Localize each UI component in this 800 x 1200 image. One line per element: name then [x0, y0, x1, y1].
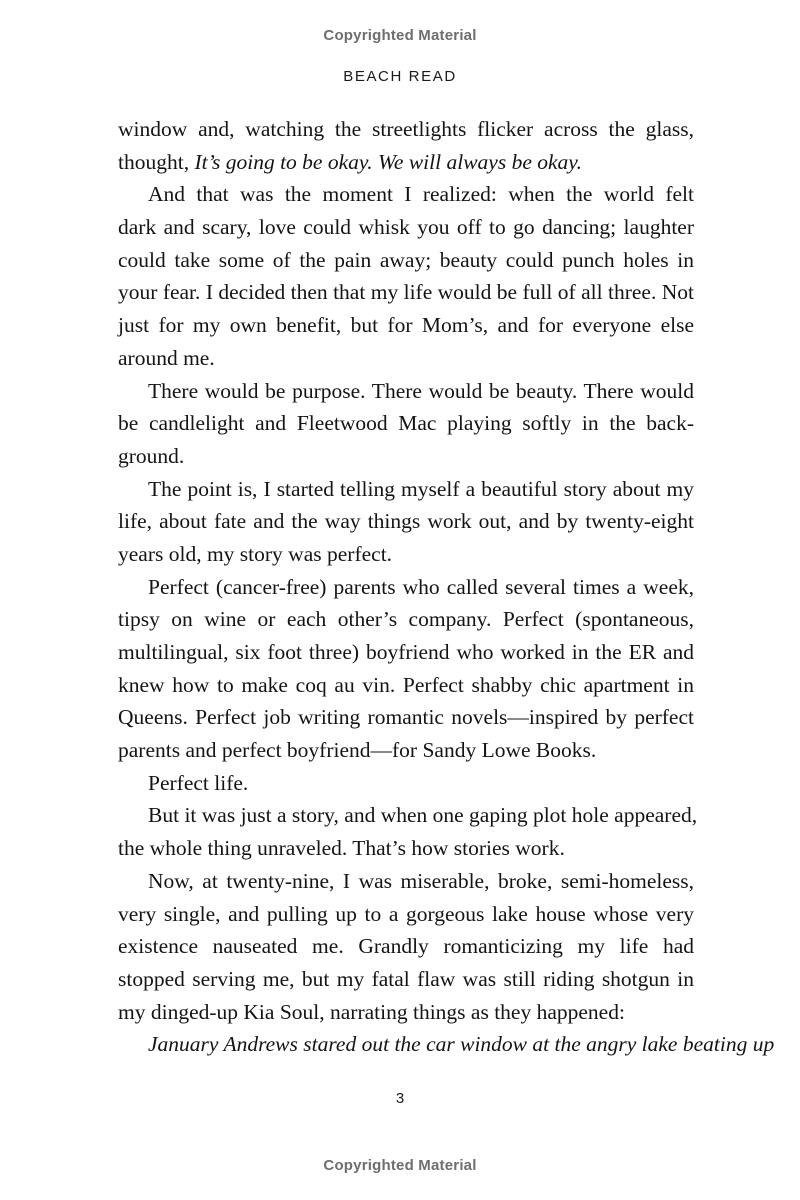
text-line: [118, 473, 694, 506]
line-text: years old, my story was perfect.: [118, 541, 393, 566]
line-text: existence nauseated me. Grandly romanticizing my life had: [118, 934, 694, 959]
text-line: [118, 669, 694, 702]
text-line: [118, 1028, 775, 1061]
text-line: [118, 505, 694, 538]
text-line: [118, 963, 694, 996]
text-line: [118, 734, 694, 767]
line-text: But it was just a story, and when one gaping plot hole appeared,: [148, 803, 698, 828]
copyright-watermark-top: Copyrighted Material: [323, 27, 477, 44]
line-text: around me.: [118, 345, 215, 370]
text-line: [118, 309, 694, 342]
line-text: very single, and pulling up to a gorgeous lake house whose very: [118, 901, 694, 926]
line-text: multilingual, six foot three) boyfriend who worked in the ER and: [118, 640, 694, 664]
copyright-watermark-bottom: Copyrighted Material: [323, 1157, 477, 1174]
text-line: [118, 178, 694, 211]
text-line: [118, 407, 694, 440]
line-text: parents and perfect boyfriend—for Sandy Lowe Books.: [118, 738, 597, 763]
line-text: be candlelight and Fleetwood Mac playing softly in the back-: [118, 411, 694, 436]
line-text: window and, watching the streetlights flicker across the glass,: [118, 117, 694, 141]
text-line: [118, 375, 694, 408]
text-line: [118, 603, 694, 636]
text-line: [118, 799, 698, 832]
text-line: [118, 571, 694, 604]
text-line: [118, 211, 694, 244]
line-text: The point is, I started telling myself a beautiful story about my: [148, 476, 694, 501]
line-text: the whole thing unraveled. That’s how stories work.: [118, 836, 565, 861]
line-text: And that was the moment I realized: when the world felt: [148, 182, 694, 207]
line-text: Perfect (cancer-free) parents who called several times a week,: [148, 574, 694, 599]
line-text: thought,: [118, 149, 195, 174]
text-line: [118, 244, 694, 277]
line-text: just for my own benefit, but for Mom’s, and for everyone else: [118, 313, 694, 338]
text-line: [118, 342, 694, 375]
line-text: Now, at twenty-nine, I was miserable, broke, semi-homeless,: [148, 868, 694, 893]
text-line: [118, 636, 694, 669]
italic-text: It’s going to be okay. We will always be okay.: [194, 149, 583, 174]
line-text: Queens. Perfect job writing romantic novels—inspired by perfect: [118, 705, 694, 730]
italic-text: January Andrews stared out the car window at the angry lake beating up: [148, 1032, 775, 1057]
text-line: [118, 538, 694, 571]
text-line: [118, 930, 694, 963]
line-text: my dinged-up Kia Soul, narrating things as they happened:: [118, 999, 625, 1024]
text-line: [118, 898, 694, 931]
text-line: [118, 113, 694, 146]
line-text: There would be purpose. There would be beauty. There would: [148, 378, 694, 403]
text-line: [118, 276, 694, 309]
line-text: your fear. I decided then that my life would be full of all three. Not: [118, 280, 694, 305]
line-text: Perfect life.: [148, 770, 249, 795]
text-line: [118, 832, 694, 865]
text-line: [118, 440, 694, 473]
body-text: [118, 113, 775, 1061]
text-line: [118, 767, 694, 800]
running-head: BEACH READ: [343, 68, 457, 85]
line-text: stopped serving me, but my fatal flaw was still riding shotgun in: [118, 966, 694, 991]
line-text: tipsy on wine or each other’s company. Perfect (spontaneous,: [118, 607, 694, 632]
text-line: [118, 996, 694, 1029]
line-text: life, about fate and the way things work out, and by twenty-eight: [118, 509, 694, 534]
line-text: could take some of the pain away; beauty could punch holes in: [118, 247, 694, 272]
line-text: ground.: [118, 443, 185, 468]
line-text: dark and scary, love could whisk you off to go dancing; laughter: [118, 215, 694, 240]
text-line: [118, 146, 694, 179]
page-number: 3: [395, 1090, 405, 1107]
text-line: [118, 865, 694, 898]
line-text: knew how to make coq au vin. Perfect shabby chic apartment in: [118, 672, 694, 697]
text-line: [118, 701, 694, 734]
